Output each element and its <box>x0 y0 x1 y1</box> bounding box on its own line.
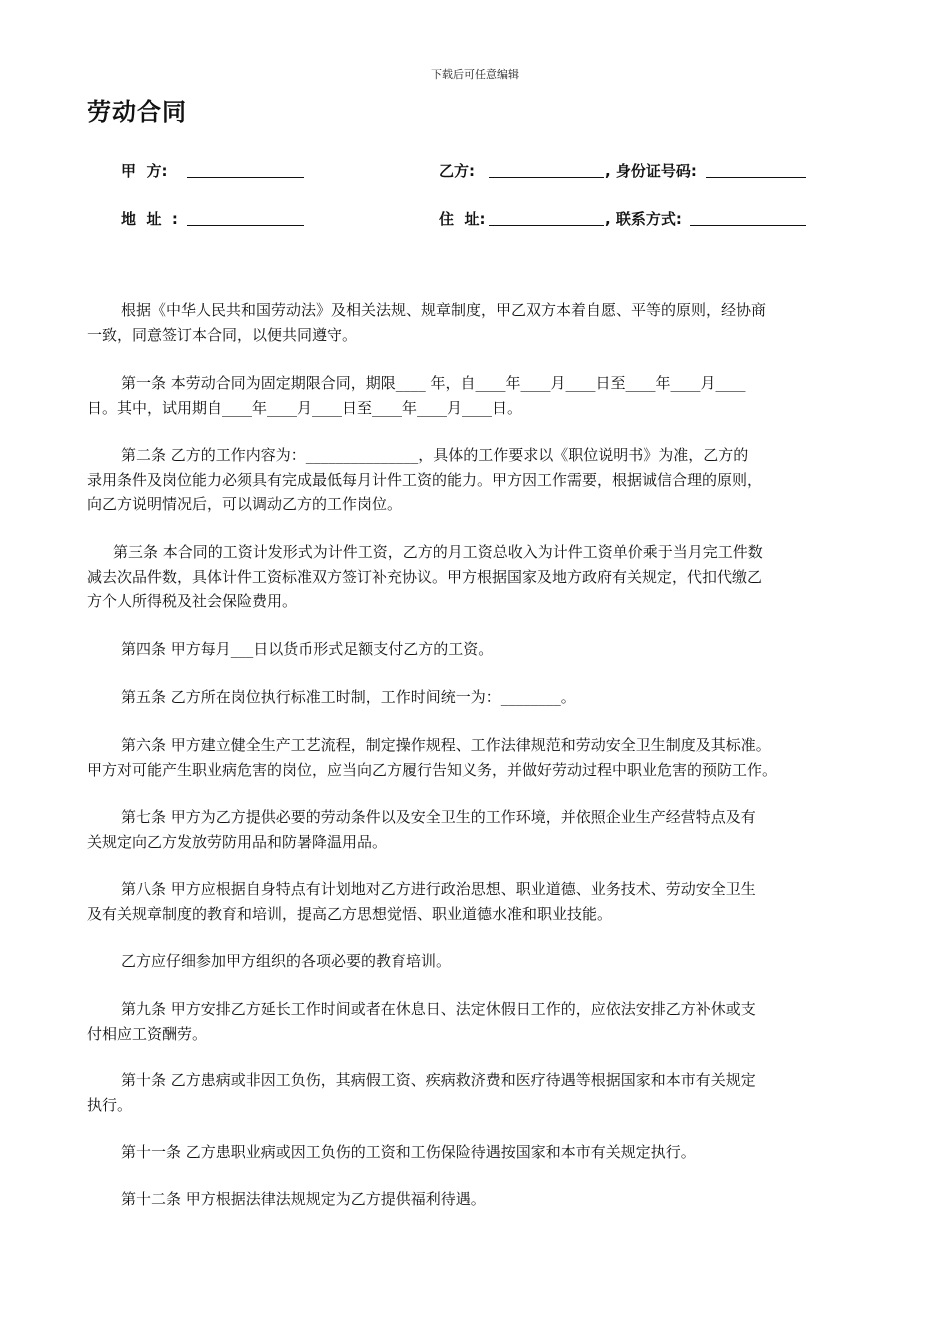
party-b-label: 乙方: <box>439 162 475 180</box>
party-b-field[interactable] <box>489 161 604 178</box>
id-label: , 身份证号码: <box>605 162 697 180</box>
clause-11-line-1: 第十一条 乙方患职业病或因工负伤的工资和工伤保险待遇按国家和本市有关规定执行。 <box>121 1143 696 1161</box>
header-note: 下载后可任意编辑 <box>431 68 519 81</box>
address-field[interactable] <box>187 209 304 226</box>
clause-8-line-1: 第八条 甲方应根据自身特点有计划地对乙方进行政治思想、职业道德、业务技术、劳动安全卫生 <box>121 880 756 898</box>
clause-10-line-1: 第十条 乙方患病或非因工负伤，其病假工资、疾病救济费和医疗待遇等根据国家和本市有关规定 <box>121 1071 756 1089</box>
clause-12 <box>87 1187 852 1212</box>
clause-1-line-2: 日。其中，试用期自____年____月____日至____年____月____日。 <box>87 398 523 417</box>
party-row-2 <box>0 208 950 232</box>
clause-8-note <box>87 949 852 974</box>
intro-line-2: 一致，同意签订本合同，以便共同遵守。 <box>87 325 358 344</box>
clause-2-line-3: 向乙方说明情况后，可以调动乙方的工作岗位。 <box>87 495 403 513</box>
clause-3-line-1: 第三条 本合同的工资计发形式为计件工资，乙方的月工资总收入为计件工资单价乘于当月完工件数 <box>113 543 763 561</box>
clause-9-line-1: 第九条 甲方安排乙方延长工作时间或者在休息日、法定休假日工作的，应依法安排乙方补休或支 <box>121 1000 756 1018</box>
clause-6 <box>87 733 852 782</box>
clause-7-line-2: 关规定向乙方发放劳防用品和防暑降温用品。 <box>87 832 388 851</box>
intro-line-1: 根据《中华人民共和国劳动法》及相关法规、规章制度，甲乙双方本着自愿、平等的原则，经协商 <box>121 301 767 319</box>
clause-8-line-3: 乙方应仔细参加甲方组织的各项必要的教育培训。 <box>121 952 452 970</box>
clause-5-line-1: 第五条 乙方所在岗位执行标准工时制，工作时间统一为：________。 <box>121 688 576 706</box>
clause-7 <box>87 805 852 854</box>
party-a-field[interactable] <box>187 161 304 178</box>
clause-7-line-1: 第七条 甲方为乙方提供必要的劳动条件以及安全卫生的工作环境，并依照企业生产经营特点及有 <box>121 808 756 826</box>
clause-4 <box>87 637 852 662</box>
clause-3-line-3: 方个人所得税及社会保险费用。 <box>87 592 298 610</box>
clause-6-line-1: 第六条 甲方建立健全生产工艺流程，制定操作规程、工作法律规范和劳动安全卫生制度及其标准。 <box>121 736 771 754</box>
party-row-1 <box>0 160 950 184</box>
clause-9 <box>87 997 852 1046</box>
clause-2 <box>87 443 852 517</box>
clause-1-line-1: 第一条 本劳动合同为固定期限合同，期限____ 年，自____年____月____日至____年____月____ <box>121 374 746 392</box>
clause-2-line-1: 第二条 乙方的工作内容为：_______________，具体的工作要求以《职位说明书》为准，乙方的 <box>121 446 749 464</box>
clause-2-line-2: 录用条件及岗位能力必须具有完成最低每月计件工资的能力。甲方因工作需要，根据诚信合理的原则， <box>87 470 763 489</box>
clause-11 <box>87 1140 852 1165</box>
residence-label: 住 址: <box>439 210 486 228</box>
clause-10-line-2: 执行。 <box>87 1095 133 1114</box>
residence-field[interactable] <box>489 209 604 226</box>
clause-3 <box>87 540 852 614</box>
clause-3-line-2: 减去次品件数，具体计件工资标准双方签订补充协议。甲方根据国家及地方政府有关规定，代扣代缴乙 <box>87 567 763 586</box>
id-number-field[interactable] <box>706 161 806 178</box>
clause-8-line-2: 及有关规章制度的教育和培训，提高乙方思想觉悟、职业道德水准和职业技能。 <box>87 904 613 923</box>
contact-label: , 联系方式: <box>605 210 682 228</box>
contact-field[interactable] <box>690 209 806 226</box>
intro-paragraph <box>87 298 852 347</box>
clause-5 <box>87 685 852 710</box>
address-label: 地 址 : <box>121 210 178 228</box>
clause-6-line-2: 甲方对可能产生职业病危害的岗位，应当向乙方履行告知义务，并做好劳动过程中职业危害的预防工作。 <box>87 760 778 779</box>
clause-9-line-2: 付相应工资酬劳。 <box>87 1024 208 1043</box>
clause-1 <box>87 371 852 420</box>
clause-10 <box>87 1068 852 1117</box>
clause-8 <box>87 877 852 926</box>
clause-4-line-1: 第四条 甲方每月___日以货币形式足额支付乙方的工资。 <box>121 640 494 658</box>
clause-12-line-1: 第十二条 甲方根据法律法规规定为乙方提供福利待遇。 <box>121 1190 486 1208</box>
party-a-label: 甲 方: <box>121 162 168 180</box>
document-title: 劳动合同 <box>87 98 187 126</box>
